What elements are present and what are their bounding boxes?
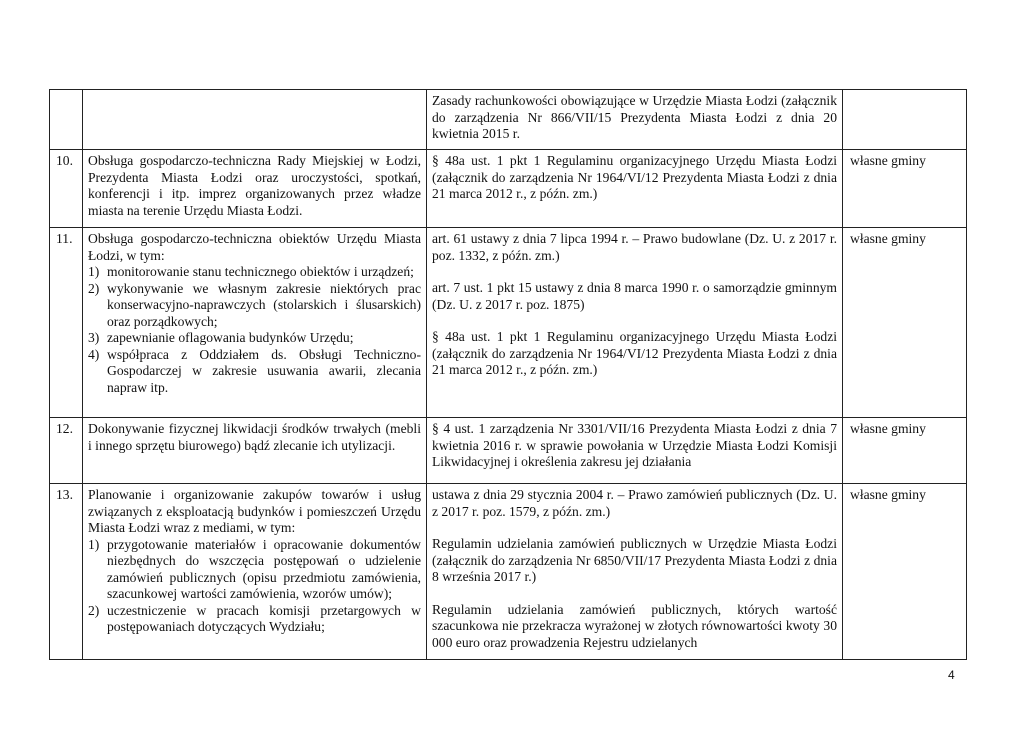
table-row-11 [50, 228, 967, 418]
list-item [88, 537, 421, 603]
task-type: własne gminy [843, 228, 967, 418]
cell-type [843, 90, 967, 150]
legal-basis-entry: art. 61 ustawy z dnia 7 lipca 1994 r. – Prawo budowlane (Dz. U. z 2017 r. poz. 1332, z późn. zm.) [432, 231, 837, 263]
list-item [88, 603, 421, 636]
legal-basis-entry: Regulamin udzielania zamówień publicznych w Urzędzie Miasta Łodzi (załącznik do zarządzenia Nr 6850/VII/17 Prezydenta Miasta Łodzi z dnia 8 września 2017 r.) [432, 536, 837, 584]
legal-basis: § 4 ust. 1 zarządzenia Nr 3301/VII/16 Prezydenta Miasta Łodzi z dnia 7 kwietnia 2016 r. w sprawie powołania w Urzędzie Miasta Łodzi Komisji Likwidacyjnej i określenia zakresu jej działania [427, 418, 843, 484]
legal-basis-entry: art. 7 ust. 1 pkt 15 ustawy z dnia 8 marca 1990 r. o samorządzie gminnym (Dz. U. z 2017 r. poz. 1875) [432, 280, 837, 312]
list-item [88, 264, 421, 281]
list-item [88, 281, 421, 331]
table-row-13 [50, 484, 967, 660]
page-number: 4 [948, 668, 955, 682]
row-number: 13. [50, 484, 83, 660]
task-description: Obsługa gospodarczo-techniczna Rady Miejskiej w Łodzi, Prezydenta Miasta Łodzi oraz uroczystości, spotkań, konferencji i itp. imprez organizowanych przez władze miasta na terenie Urzędu Miasta Łodzi. [83, 150, 427, 228]
list-item-number: 1) [88, 536, 100, 552]
task-intro: Planowanie i organizowanie zakupów towarów i usług związanych z eksploatacją budynków i pomieszczeń Urzędu Miasta Łodzi wraz z mediami, w tym: [88, 487, 421, 535]
table-row-10 [50, 150, 967, 228]
legal-basis-entry: § 48a ust. 1 pkt 1 Regulaminu organizacyjnego Urzędu Miasta Łodzi (załącznik do zarządzenia Nr 1964/VI/12 Prezydenta Miasta Łodzi z dnia 21 marca 2012 r., z późn. zm.) [432, 329, 837, 377]
list-item [88, 347, 421, 397]
list-item-text: przygotowanie materiałów i opracowanie dokumentów niezbędnych do wszczęcia postępowań o udzielenie zamówień publicznych (opisu przedmiotu zamówienia, szacunkowej wartości zamówienia, wzorów umów); [107, 536, 421, 601]
responsibilities-table [49, 89, 967, 660]
list-item-text: wykonywanie we własnym zakresie niektórych prac konserwacyjno-naprawczych (stolarskich i ślusarskich) oraz porządkowych; [107, 280, 421, 329]
table-row-continuation [50, 90, 967, 150]
task-intro: Obsługa gospodarczo-techniczna obiektów Urzędu Miasta Łodzi, w tym: [88, 231, 421, 263]
legal-basis [427, 484, 843, 660]
row-number: 11. [50, 228, 83, 418]
list-item [88, 330, 421, 347]
legal-basis [427, 228, 843, 418]
list-item-number: 4) [88, 346, 100, 362]
legal-basis: § 48a ust. 1 pkt 1 Regulaminu organizacyjnego Urzędu Miasta Łodzi (załącznik do zarządzenia Nr 1964/VI/12 Prezydenta Miasta Łodzi z dnia 21 marca 2012 r., z późn. zm.) [427, 150, 843, 228]
list-item-text: monitorowanie stanu technicznego obiektów i urządzeń; [107, 264, 414, 279]
table-row-12 [50, 418, 967, 484]
list-item-number: 1) [88, 264, 100, 279]
list-item-number: 3) [88, 330, 100, 345]
cell-desc [83, 90, 427, 150]
legal-basis-entry: ustawa z dnia 29 stycznia 2004 r. – Prawo zamówień publicznych (Dz. U. z 2017 r. poz. 1579, z późn. zm.) [432, 487, 837, 519]
list-item-text: uczestniczenie w pracach komisji przetargowych w postępowaniach dotyczących Wydziału; [107, 602, 421, 634]
task-description [83, 228, 427, 418]
cell-basis: Zasady rachunkowości obowiązujące w Urzędzie Miasta Łodzi (załącznik do zarządzenia Nr 866/VII/15 Prezydenta Miasta Łodzi z dnia 20 kwietnia 2015 r. [427, 90, 843, 150]
task-description [83, 484, 427, 660]
legal-basis-entry: Regulamin udzielania zamówień publicznych, których wartość szacunkowa nie przekracza wyrażonej w złotych równowartości kwoty 30 000 euro oraz prowadzenia Rejestru udzielanych [432, 601, 837, 650]
task-description: Dokonywanie fizycznej likwidacji środków trwałych (mebli i innego sprzętu biurowego) bądź zlecanie ich utylizacji. [83, 418, 427, 484]
list-item-number: 2) [88, 280, 100, 296]
task-type: własne gminy [843, 150, 967, 228]
row-number: 10. [50, 150, 83, 228]
list-item-text: współpraca z Oddziałem ds. Obsługi Techniczno-Gospodarczej w zakresie usuwania awarii, zlecania napraw itp. [107, 346, 421, 395]
cell-nr [50, 90, 83, 150]
task-type: własne gminy [843, 418, 967, 484]
task-type: własne gminy [843, 484, 967, 660]
list-item-number: 2) [88, 602, 100, 618]
list-item-text: zapewnianie oflagowania budynków Urzędu; [107, 330, 354, 345]
row-number: 12. [50, 418, 83, 484]
